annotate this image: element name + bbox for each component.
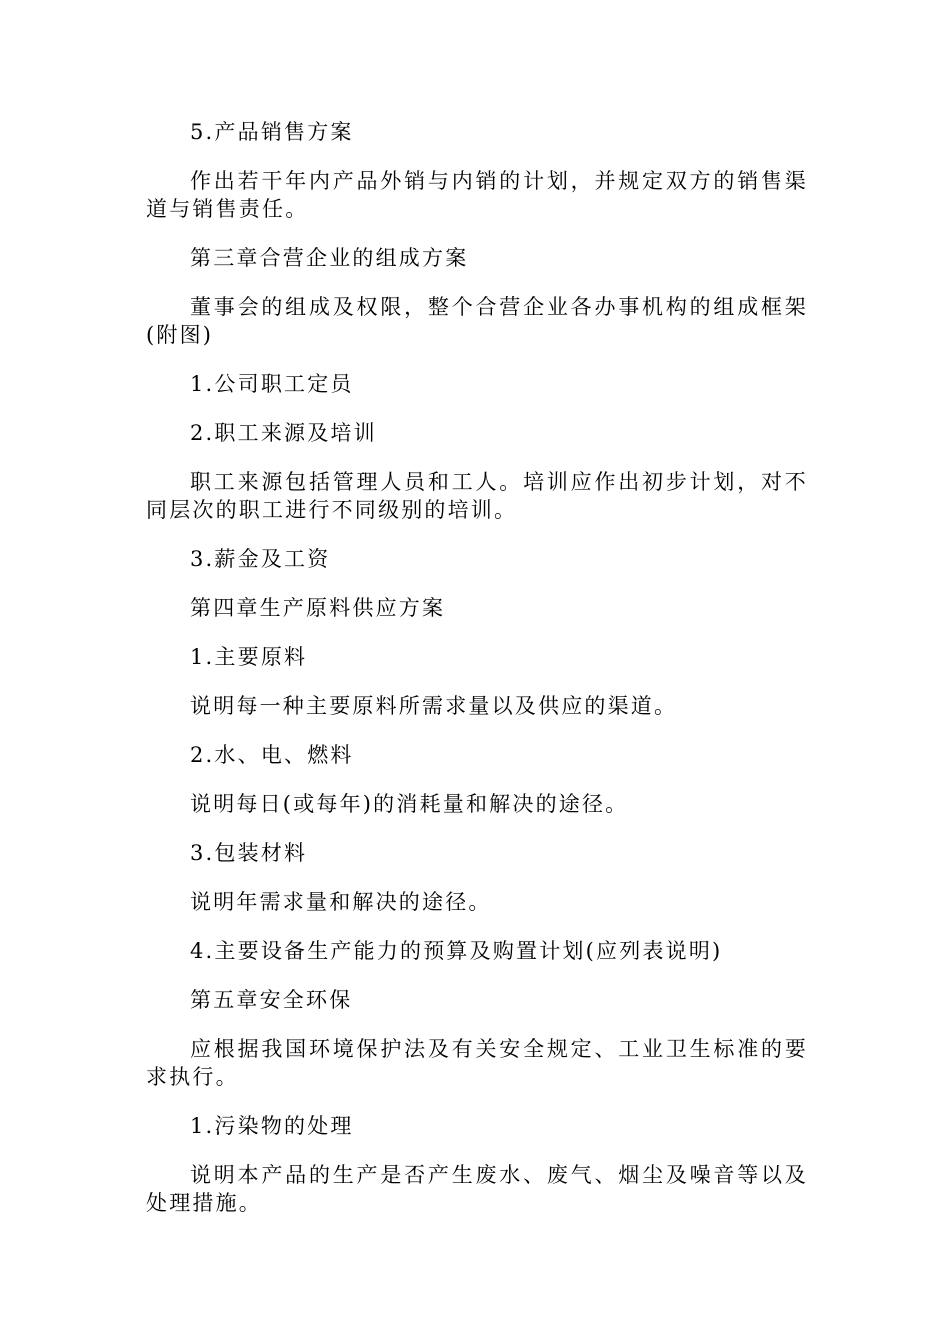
heading-product-sales: 5.产品销售方案 <box>190 120 354 144</box>
heading-pollutants: 1.污染物的处理 <box>190 1114 354 1138</box>
chapter-3-heading: 第三章合营企业的组成方案 <box>190 246 469 270</box>
paragraph-pollutants: 说明本产品的生产是否产生废水、废气、烟尘及噪音等以及处理措施。 <box>146 1163 808 1215</box>
paragraph-packaging: 说明年需求量和解决的途径。 <box>190 890 492 914</box>
document-body <box>146 118 808 1238</box>
chapter-5-heading: 第五章安全环保 <box>190 988 353 1012</box>
paragraph-environment: 应根据我国环境保护法及有关安全规定、工业卫生标准的要求执行。 <box>146 1037 808 1089</box>
heading-staffing: 1.公司职工定员 <box>190 372 354 396</box>
paragraph-utilities: 说明每日(或每年)的消耗量和解决的途径。 <box>190 792 629 816</box>
heading-packaging: 3.包装材料 <box>190 841 308 865</box>
paragraph-staff-training: 职工来源包括管理人员和工人。培训应作出初步计划，对不同层次的职工进行不同级别的培训。 <box>146 470 808 522</box>
chapter-4-heading: 第四章生产原料供应方案 <box>190 596 446 620</box>
paragraph-board-composition: 董事会的组成及权限，整个合营企业各办事机构的组成框架(附图) <box>146 295 808 347</box>
heading-staff-training: 2.职工来源及培训 <box>190 421 377 445</box>
paragraph-sales-plan: 作出若干年内产品外销与内销的计划，并规定双方的销售渠道与销售责任。 <box>146 169 808 221</box>
heading-main-materials: 1.主要原料 <box>190 645 308 669</box>
paragraph-main-materials: 说明每一种主要原料所需求量以及供应的渠道。 <box>190 694 678 718</box>
heading-salary: 3.薪金及工资 <box>190 547 331 571</box>
heading-utilities: 2.水、电、燃料 <box>190 743 354 767</box>
heading-equipment: 4.主要设备生产能力的预算及购置计划(应列表说明) <box>190 939 723 963</box>
